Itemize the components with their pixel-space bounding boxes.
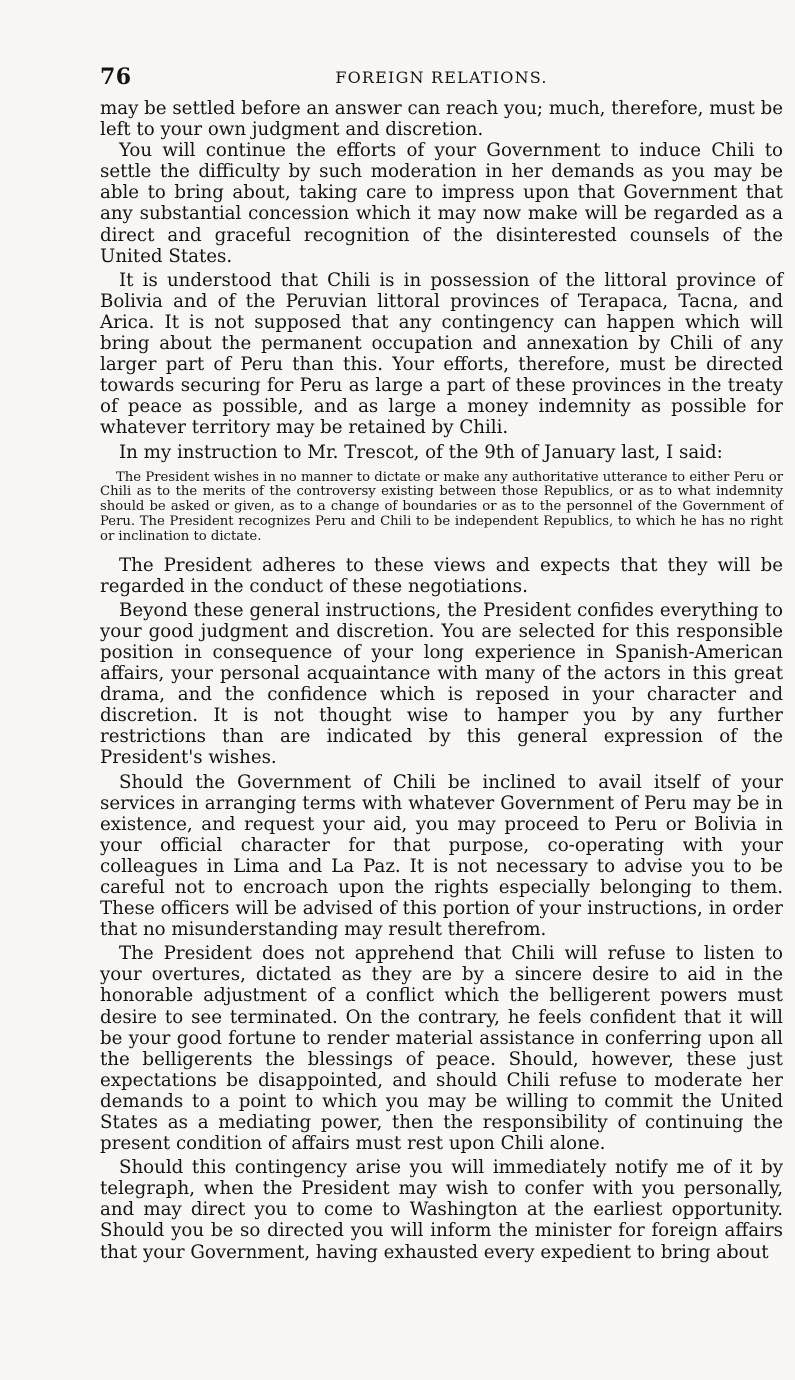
paragraph: The President adheres to these views and expects that they will be regarded in the conduct of these negotiations. bbox=[100, 554, 783, 597]
paragraph: may be settled before an answer can reach you; much, therefore, must be left to your own judgment and discretion. bbox=[100, 98, 783, 141]
quote-text: The President wishes in no manner to dictate or make any authoritative utterance to either Peru or Chili as to the merits of the controversy existing between those Republics, or as to what indemnity should be asked or given, as to a change of boundaries or as to the personnel of the Government of Peru. The President recognizes Peru and Chili to be independent Republics, to which he has no right or inclination to dictate. bbox=[100, 469, 783, 544]
paragraph: You will continue the efforts of your Government to induce Chili to settle the difficulty by such moderation in her demands as you may be able to bring about, taking care to impress upon that Government that any substantial concession which it may now make will be regarded as a direct and graceful recognition of the disinterested counsels of the United States. bbox=[100, 140, 783, 267]
block-quote bbox=[100, 471, 783, 545]
paragraph: Should this contingency arise you will immediately notify me of it by telegraph, when the President may wish to confer with you personally, and may direct you to come to Washington at the earliest opportunity. Should you be so directed you will inform the minister for foreign affairs that your Government, having exhausted every expedient to bring about bbox=[100, 1157, 783, 1263]
document-page bbox=[100, 58, 783, 1263]
page-header bbox=[100, 58, 783, 98]
page-number: 76 bbox=[100, 64, 132, 90]
body-text-top bbox=[100, 98, 783, 463]
running-head: FOREIGN RELATIONS. bbox=[335, 68, 548, 87]
paragraph: The President does not apprehend that Chili will refuse to listen to your overtures, dictated as they are by a sincere desire to aid in the honorable adjustment of a conflict which the belligerent powers must desire to see terminated. On the contrary, he feels confident that it will be your good fortune to render material assistance in conferring upon all the belligerents the blessings of peace. Should, however, these just expectations be disappointed, and should Chili refuse to moderate her demands to a point to which you may be willing to commit the United States as a mediating power, then the responsibility of continuing the present condition of affairs must rest upon Chili alone. bbox=[100, 943, 783, 1155]
paragraph: Should the Government of Chili be inclined to avail itself of your services in arranging terms with whatever Government of Peru may be in existence, and request your aid, you may proceed to Peru or Bolivia in your official character for that purpose, co-operating with your colleagues in Lima and La Paz. It is not necessary to advise you to be careful not to encroach upon the rights especially belonging to them. These officers will be advised of this portion of your instructions, in order that no misunderstanding may result therefrom. bbox=[100, 771, 783, 941]
body-text-bottom bbox=[100, 555, 783, 1263]
paragraph: It is understood that Chili is in possession of the littoral province of Bolivia and of the Peruvian littoral provinces of Terapaca, Tacna, and Arica. It is not supposed that any contingency can happen which will bring about the permanent occupation and annexation by Chili of any larger part of Peru than this. Your efforts, therefore, must be directed towards securing for Peru as large a part of these provinces in the treaty of peace as possible, and as large a money indemnity as possible for whatever territory may be retained by Chili. bbox=[100, 269, 783, 439]
paragraph: In my instruction to Mr. Trescot, of the 9th of January last, I said: bbox=[119, 441, 723, 463]
paragraph: Beyond these general instructions, the President confides everything to your good judgment and discretion. You are selected for this responsible position in consequence of your long experience in Spanish-American affairs, your personal acquaintance with many of the actors in this great drama, and the confidence which is reposed in your character and discretion. It is not thought wise to hamper you by any further restrictions than are indicated by this general expression of the President's wishes. bbox=[100, 599, 783, 769]
